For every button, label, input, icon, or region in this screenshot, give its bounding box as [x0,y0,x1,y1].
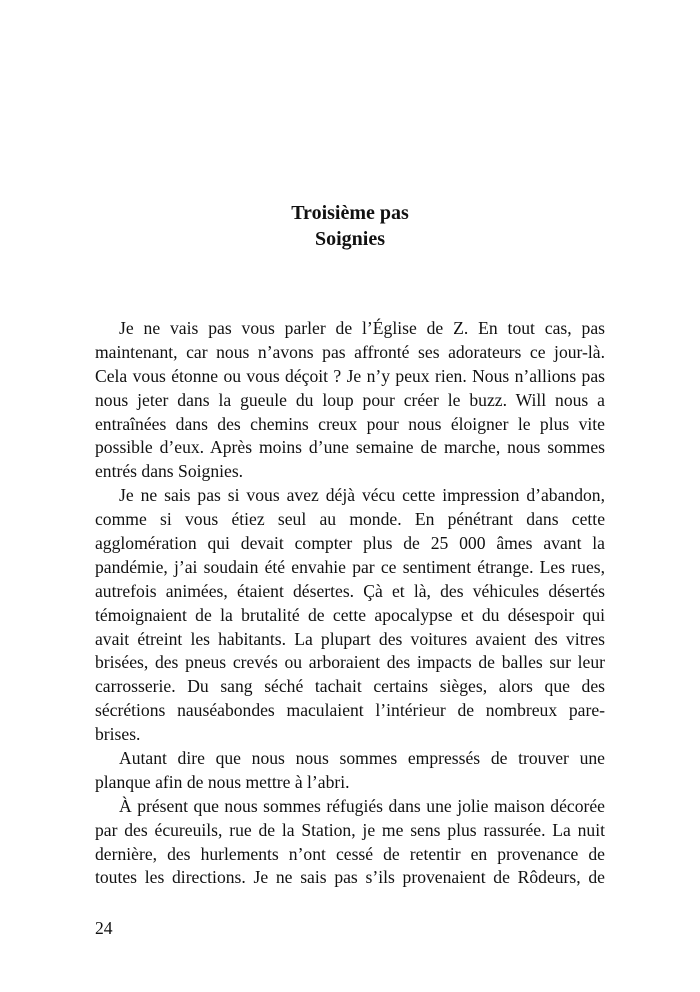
chapter-heading [0,200,700,252]
text-line: témoignaient de la brutalité de cette apocalypse et du désespoir qui [95,604,605,625]
text-line: Je ne sais pas si vous avez déjà vécu cette impression d’abandon, [119,485,605,506]
text-line: possible d’eux. Après moins d’une semaine de marche, nous sommes [95,437,605,458]
chapter-subtitle: Soignies [314,228,386,250]
text-line: maintenant, car nous n’avons pas affronté ses adorateurs ce jour-là. [95,341,605,362]
text-line: dernière, des hurlements n’ont cessé de retentir en provenance de [95,843,605,864]
text-line: comme si vous étiez seul au monde. En pénétrant dans cette [95,509,605,530]
text-line: entraînées dans des chemins creux pour nous éloigner le plus vite [95,413,605,434]
chapter-title: Troisième pas [291,202,409,224]
text-line: nous jeter dans la gueule du loup pour créer le buzz. Will nous a [95,389,605,410]
text-line: brises. [95,724,141,745]
text-line: Je ne vais pas vous parler de l’Église de Z. En tout cas, pas [119,318,605,338]
text-line: brisées, des pneus crevés ou arboraient des impacts de balles sur leur [95,652,605,673]
text-line: autrefois animées, étaient désertes. Çà et là, des véhicules désertés [95,580,605,601]
text-line: sécrétions nauséabondes maculaient l’intérieur de nombreux pare- [95,700,605,721]
text-line: entrés dans Soignies. [95,461,244,482]
body-text [95,317,605,890]
text-line: pandémie, j’ai soudain été envahie par ce sentiment étrange. Les rues, [95,556,605,577]
text-line: Cela vous étonne ou vous déçoit ? Je n’y peux rien. Nous n’allions pas [95,365,605,386]
text-line: par des écureuils, rue de la Station, je me sens plus rassurée. La nuit [95,819,605,840]
text-line: À présent que nous sommes réfugiés dans une jolie maison décorée [119,795,605,816]
text-line: toutes les directions. Je ne sais pas s’ils provenaient de Rôdeurs, de [95,867,605,888]
text-line: carrosserie. Du sang séché tachait certains sièges, alors que des [95,676,605,697]
text-line: planque afin de nous mettre à l’abri. [95,771,350,792]
text-line: agglomération qui devait compter plus de 25 000 âmes avant la [95,533,605,554]
page-number: 24 [95,918,113,938]
text-line: Autant dire que nous nous sommes empressés de trouver une [119,748,605,769]
text-line: avait étreint les habitants. La plupart des voitures avaient des vitres [95,628,605,649]
